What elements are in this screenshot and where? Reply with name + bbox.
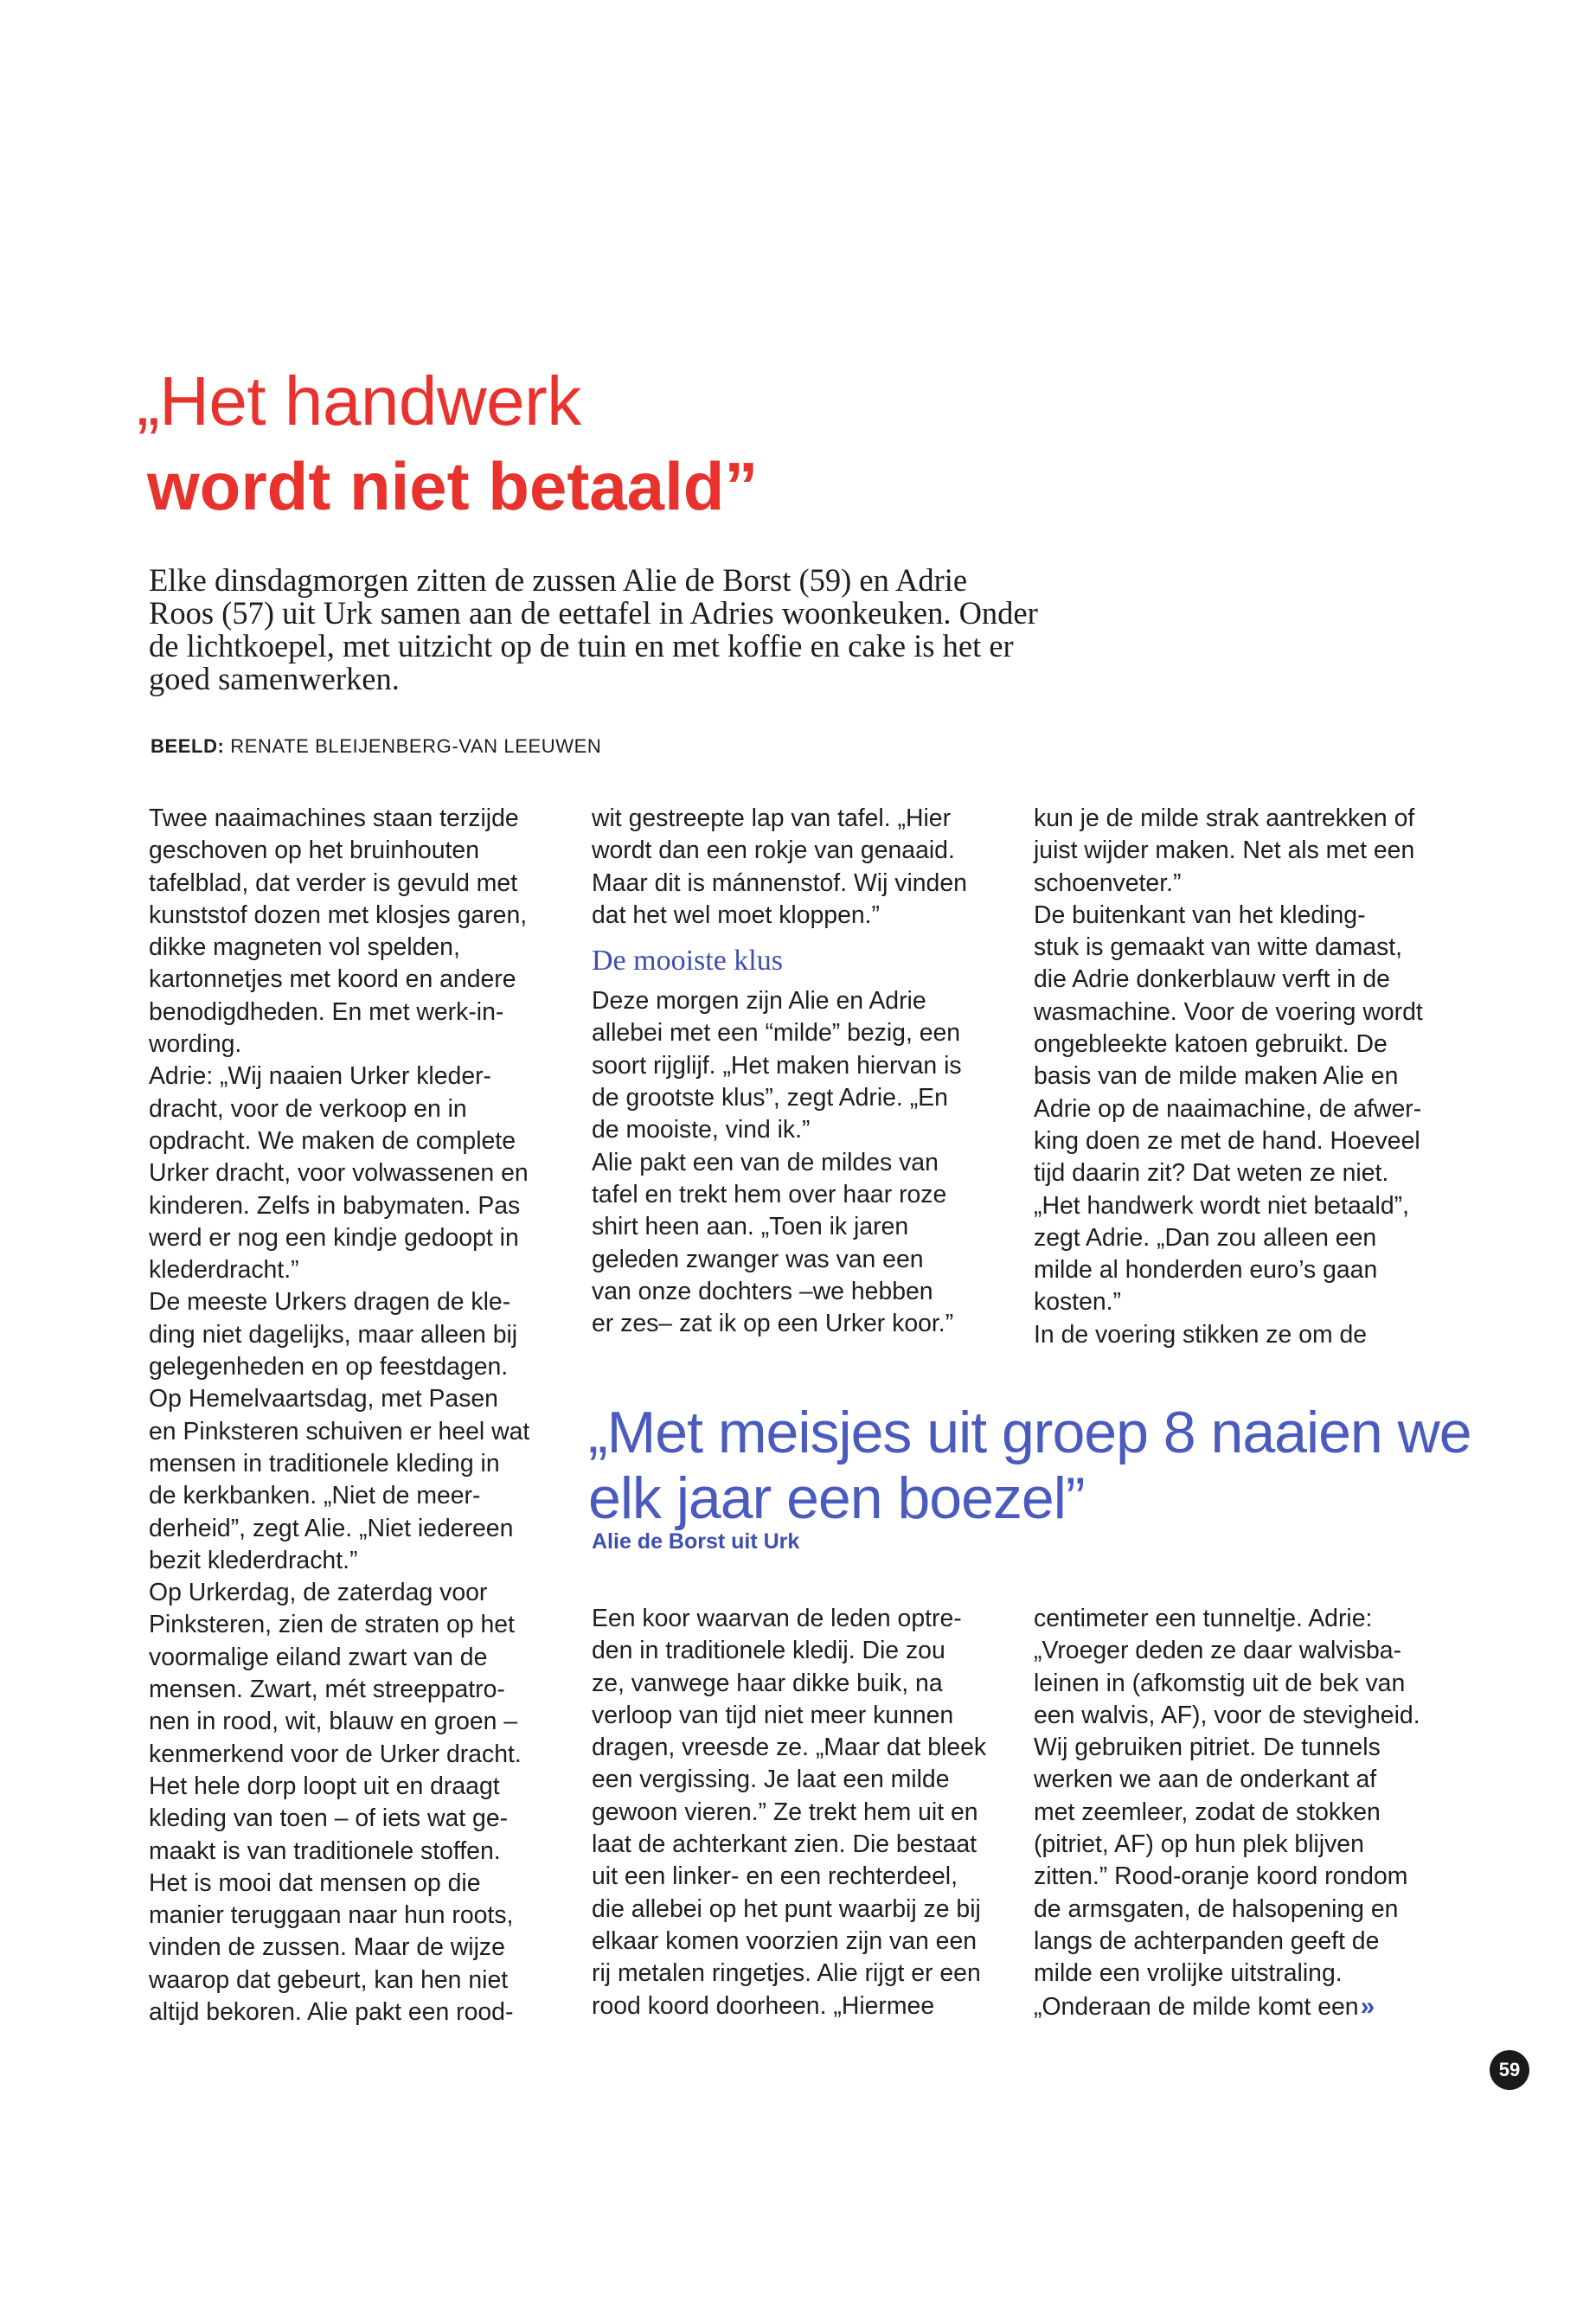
text-line: De meeste Urkers dragen de kle- (149, 1288, 511, 1317)
text-line: bezit klederdracht.” (149, 1546, 358, 1574)
text-line: waarop dat gebeurt, kan hen niet (149, 1965, 509, 1994)
text-column-3-top (1034, 803, 1458, 1351)
text-line: verloop van tijd niet meer kunnen (592, 1701, 954, 1729)
text-line: gelegenheden en op feestdagen. (149, 1353, 509, 1381)
text-line: Op Hemelvaartsdag, met Pasen (149, 1385, 498, 1413)
text-column-3-body (1034, 1603, 1458, 1990)
text-line: de kerkbanken. „Niet de meer- (149, 1482, 481, 1510)
text-line: rood koord doorheen. „Hiermee (592, 1991, 935, 2020)
text-line: geleden zwanger was van een (592, 1245, 924, 1273)
text-line: shirt heen aan. „Toen ik jaren (592, 1213, 909, 1241)
text-line: schoenveter.” (1034, 868, 1182, 897)
text-line: dracht, voor de verkoop en in (149, 1094, 467, 1123)
text-line: die Adrie donkerblauw verft in de (1034, 965, 1390, 994)
text-column-2-body (592, 985, 1016, 1340)
text-line: dikke magneten vol spelden, (149, 933, 460, 962)
text-line: Alie pakt een van de mildes van (592, 1148, 939, 1176)
page-number: 59 (1490, 2050, 1529, 2090)
text-line: kenmerkend voor de Urker dracht. (149, 1740, 522, 1768)
text-line: derheid”, zegt Alie. „Niet iedereen (149, 1514, 514, 1542)
text-line: rij metalen ringetjes. Alie rijgt er een (592, 1959, 981, 1988)
text-line: opdracht. We maken de complete (149, 1126, 516, 1155)
text-line: ding niet dagelijks, maar alleen bij (149, 1320, 518, 1349)
text-line: allebei met een “milde” bezig, een (592, 1019, 961, 1048)
text-line: de grootste klus”, zegt Adrie. „En (592, 1084, 948, 1112)
text-line: „Het handwerk wordt niet betaald”, (1034, 1191, 1409, 1220)
text-line: van onze dochters –we hebben (592, 1277, 933, 1305)
text-line: juist wijder maken. Net als met een (1034, 836, 1415, 865)
text-line: maakt is van traditionele stoffen. (149, 1836, 501, 1865)
text-line: centimeter een tunneltje. Adrie: (1034, 1605, 1373, 1632)
text-line: benodigdheden. En met werk-in- (149, 997, 504, 1026)
photo-credit-name: RENATE BLEIJENBERG-VAN LEEUWEN (230, 735, 602, 757)
text-line: kunststof dozen met klosjes garen, (149, 901, 528, 929)
text-line: Twee naaimachines staan terzijde (149, 804, 519, 832)
photo-credit-label: BEELD: (151, 735, 225, 757)
text-column-3-bottom (1034, 1603, 1458, 2023)
text-line: wit gestreepte lap van tafel. „Hier (592, 804, 952, 832)
text-line: zitten.” Rood-oranje koord rondom (1034, 1862, 1408, 1891)
text-line: tafel en trekt hem over haar roze (592, 1180, 947, 1208)
text-line: laat de achterkant zien. Die bestaat (592, 1830, 977, 1859)
text-line: uit een linker- en een rechterdeel, (592, 1862, 958, 1891)
text-line: Maar dit is mánnenstof. Wij vinden (592, 868, 967, 897)
text-line: en Pinksteren schuiven er heel wat (149, 1417, 530, 1445)
text-line: wasmachine. Voor de voering wordt (1034, 997, 1423, 1026)
text-line: ongebleekte katoen gebruikt. De (1034, 1030, 1388, 1059)
text-line: leinen in (afkomstig uit de bek van (1034, 1669, 1406, 1697)
text-column-2-intro (592, 803, 1016, 932)
text-line: kosten.” (1034, 1288, 1121, 1317)
text-line: kinderen. Zelfs in babymaten. Pas (149, 1191, 521, 1220)
text-line: tafelblad, dat verder is gevuld met (149, 868, 518, 897)
text-line: Wij gebruiken pitriet. De tunnels (1034, 1734, 1381, 1762)
section-subhead: De mooiste klus (592, 945, 783, 977)
text-column-1 (149, 803, 573, 2029)
text-line: elkaar komen voorzien zijn van een (592, 1926, 977, 1955)
text-line: milde een vrolijke uitstraling. (1034, 1959, 1343, 1988)
text-line: king doen ze met de hand. Hoeveel (1034, 1126, 1420, 1155)
text-line: de armsgaten, de halsopening en (1034, 1894, 1399, 1923)
text-line: kartonnetjes met koord en andere (149, 965, 516, 994)
text-line: Adrie: „Wij naaien Urker kleder- (149, 1062, 492, 1091)
text-line: er zes– zat ik op een Urker koor.” (592, 1310, 954, 1338)
text-line: werd er nog een kindje gedoopt in (149, 1223, 519, 1252)
text-line: gewoon vieren.” Ze trekt hem uit en (592, 1798, 978, 1826)
text-line: wordt dan een rokje van genaaid. (592, 836, 955, 865)
text-line: Pinksteren, zien de straten op het (149, 1611, 515, 1639)
text-line: ze, vanwege haar dikke buik, na (592, 1669, 943, 1697)
text-line: Een koor waarvan de leden optre- (592, 1605, 962, 1632)
text-column-2-top (592, 803, 1016, 1340)
text-line: den in traditionele kledij. Die zou (592, 1637, 945, 1665)
text-line: mensen in traditionele kleding in (149, 1449, 500, 1477)
photo-credit (151, 735, 601, 758)
text-line: die allebei op het punt waarbij ze bij (592, 1894, 981, 1923)
text-line: een walvis, AF), voor de stevigheid. (1034, 1701, 1420, 1729)
text-line: klederdracht.” (149, 1256, 299, 1285)
text-line: geschoven op het bruinhouten (149, 836, 479, 865)
text-line: Op Urkerdag, de zaterdag voor (149, 1579, 488, 1607)
text-line: soort rijglijf. „Het maken hiervan is (592, 1051, 962, 1080)
text-line: manier teruggaan naar hun roots, (149, 1901, 514, 1930)
pull-quote-line-2: elk jaar een boezel” (588, 1465, 1085, 1531)
text-line: dat het wel moet kloppen.” (592, 901, 880, 929)
text-line: langs de achterpanden geeft de (1034, 1926, 1380, 1955)
text-line: dragen, vreesde ze. „Maar dat bleek (592, 1734, 987, 1762)
text-line: kleding van toen – of iets wat ge- (149, 1804, 509, 1833)
text-line: In de voering stikken ze om de (1034, 1320, 1368, 1349)
article-title-line-1: „Het handwerk (137, 362, 581, 439)
text-line: basis van de milde maken Alie en (1034, 1062, 1399, 1091)
text-line: mensen. Zwart, mét streeppatro- (149, 1676, 505, 1704)
pull-quote (588, 1400, 1471, 1531)
continue-arrow-icon: » (1360, 1991, 1375, 2021)
text-column-2-bottom (592, 1603, 1016, 2022)
text-line: milde al honderden euro’s gaan (1034, 1256, 1378, 1285)
text-line: voormalige eiland zwart van de (149, 1643, 488, 1671)
text-line: Deze morgen zijn Alie en Adrie (592, 987, 926, 1016)
text-line: (pitriet, AF) op hun plek blijven (1034, 1830, 1364, 1859)
article-title-line-2: wordt niet betaald” (147, 448, 759, 524)
text-line: wording. (149, 1030, 242, 1059)
text-line: kun je de milde strak aantrekken of (1034, 804, 1415, 832)
text-line: een vergissing. Je laat een milde (592, 1766, 950, 1794)
text-column-3-last-line (1034, 1990, 1458, 2023)
text-line: Het hele dorp loopt uit en draagt (149, 1772, 500, 1800)
last-line-text: „Onderaan de milde komt een (1034, 1992, 1359, 2021)
text-line: „Vroeger deden ze daar walvisba- (1034, 1637, 1402, 1665)
text-line: Adrie op de naaimachine, de afwer- (1034, 1094, 1422, 1123)
text-line: altijd bekoren. Alie pakt een rood- (149, 1997, 514, 2026)
text-line: vinden de zussen. Maar de wijze (149, 1933, 505, 1962)
text-line: De buitenkant van het kleding- (1034, 901, 1366, 929)
pull-quote-line-1: „Met meisjes uit groep 8 naaien we (588, 1400, 1471, 1465)
text-line: tijd daarin zit? Dat weten ze niet. (1034, 1159, 1389, 1188)
text-line: zegt Adrie. „Dan zou alleen een (1034, 1223, 1377, 1252)
text-line: stuk is gemaakt van witte damast, (1034, 933, 1403, 962)
pull-quote-attribution: Alie de Borst uit Urk (592, 1529, 800, 1554)
text-line: Het is mooi dat mensen op die (149, 1868, 481, 1897)
text-line: de mooiste, vind ik.” (592, 1116, 811, 1144)
text-line: werken we aan de onderkant af (1034, 1766, 1377, 1794)
text-line: nen in rood, wit, blauw en groen – (149, 1708, 518, 1736)
text-line: met zeemleer, zodat de stokken (1034, 1798, 1381, 1826)
article-intro: Elke dinsdagmorgen zitten de zussen Alie de Borst (59) en Adrie Roos (57) uit Urk samen aan de eettafel in Adries woonkeuken. Onder de lichtkoepel, met uitzicht op de tuin en met koffie en cake is het er goed samenwerken. (149, 562, 1038, 696)
text-line: Urker dracht, voor volwassenen en (149, 1159, 529, 1188)
